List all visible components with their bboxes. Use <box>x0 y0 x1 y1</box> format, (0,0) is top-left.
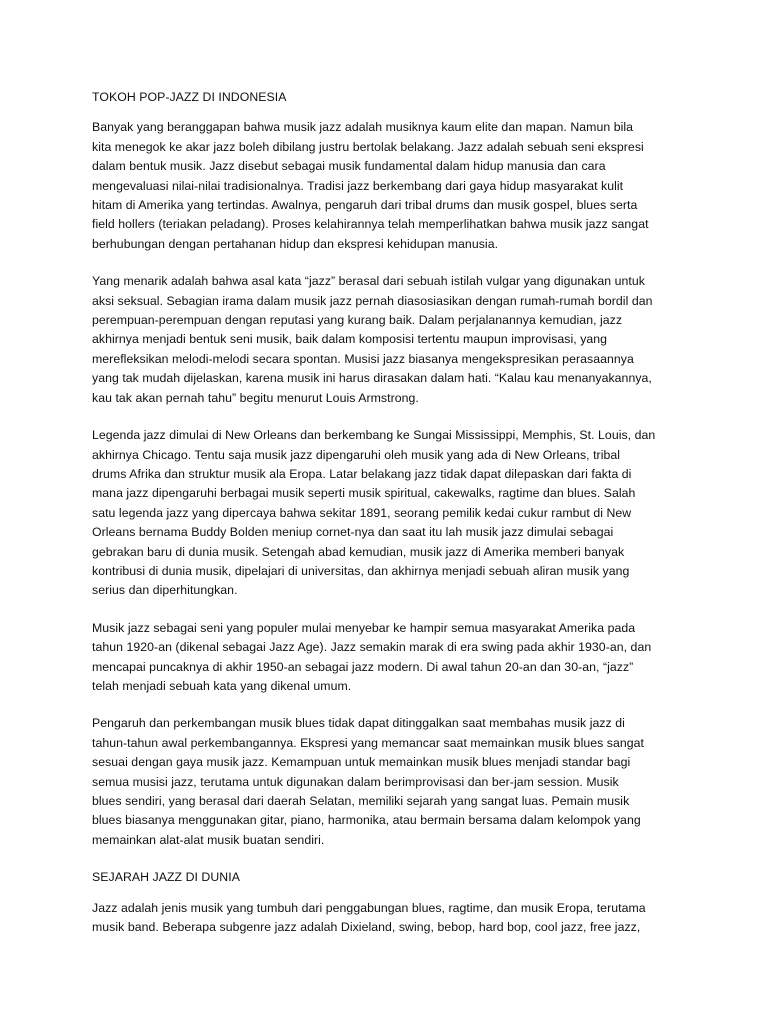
section-heading-tokoh: TOKOH POP-JAZZ DI INDONESIA <box>92 90 287 104</box>
section-heading-sejarah: SEJARAH JAZZ DI DUNIA <box>92 870 240 885</box>
paragraph: Pengaruh dan perkembangan musik blues tidak dapat ditinggalkan saat membahas musik jazz di tahun-tahun awal perkembangannya. Ekspresi yang memancar saat memainkan musik blues sangat sesuai dengan gaya musik jazz. Kemampuan untuk memainkan musik blues menjadi standar bagi semua musisi jazz, terutama untuk digunakan dalam berimprovisasi dan ber-jam session. Musik blues sendiri, yang berasal dari daerah Selatan, memiliki sejarah yang sangat luas. Pemain musik blues biasanya menggunakan gitar, piano, harmonika, atau bermain bersama dalam kelompok yang memainkan alat-alat musik buatan sendiri. <box>92 716 645 847</box>
paragraph: Yang menarik adalah bahwa asal kata “jazz” berasal dari sebuah istilah vulgar yang digunakan untuk aksi seksual. Sebagian irama dalam musik jazz pernah diasosiasikan dengan rumah-rumah bordil dan perempuan-perempuan dengan reputasi yang kurang baik. Dalam perjalanannya kemudian, jazz akhirnya menjadi bentuk seni musik, baik dalam komposisi tertentu maupun improvisasi, yang merefleksikan melodi-melodi secara spontan. Musisi jazz biasanya mengekspresikan perasaannya yang tak mudah dijelaskan, karena musik ini harus dirasakan dalam hati. “Kalau kau menanyakannya, kau tak akan pernah tahu” begitu menurut Louis Armstrong. <box>92 274 653 405</box>
document-content <box>92 88 678 955</box>
paragraph: Musik jazz sebagai seni yang populer mulai menyebar ke hampir semua masyarakat Amerika pada tahun 1920-an (dikenal sebagai Jazz Age). Jazz semakin marak di era swing pada akhir 1930-an, dan mencapai puncaknya di akhir 1950-an sebagai jazz modern. Di awal tahun 20-an dan 30-an, “jazz” telah menjadi sebuah kata yang dikenal umum. <box>92 620 652 693</box>
paragraph: Legenda jazz dimulai di New Orleans dan berkembang ke Sungai Mississippi, Memphis, St. Louis, dan akhirnya Chicago. Tentu saja musik jazz dipengaruhi oleh musik yang ada di New Orleans, tribal drums Afrika dan struktur musik ala Eropa. Latar belakang jazz tidak dapat dilepaskan dari fakta di mana jazz dipengaruhi berbagai musik seperti musik spiritual, cakewalks, ragtime dan blues. Salah satu legenda jazz yang dipercaya bahwa sekitar 1891, seorang pemilik kedai cukur rambut di New Orleans bernama Buddy Bolden meniup cornet-nya dan saat itu lah musik jazz dimulai sebagai gebrakan baru di dunia musik. Setengah abad kemudian, musik jazz di Amerika memberi banyak kontribusi di dunia musik, dipelajari di universitas, dan akhirnya menjadi sebuah aliran musik yang serius dan diperhitungkan. <box>92 428 656 598</box>
paragraph: Banyak yang beranggapan bahwa musik jazz adalah musiknya kaum elite dan mapan. Namun bila kita menegok ke akar jazz boleh dibilang justru bertolak belakang. Jazz adalah sebuah seni ekspresi dalam bentuk musik. Jazz disebut sebagai musik fundamental dalam hidup manusia dan cara mengevaluasi nilai-nilai tradisionalnya. Tradisi jazz berkembang dari gaya hidup masyarakat kulit hitam di Amerika yang tertindas. Awalnya, pengaruh dari tribal drums dan musik gospel, blues serta field hollers (teriakan peladang). Proses kelahirannya telah memperlihatkan bahwa musik jazz sangat berhubungan dengan pertahanan hidup dan ekspresi kehidupan manusia. <box>92 120 649 251</box>
paragraph: Jazz adalah jenis musik yang tumbuh dari penggabungan blues, ragtime, dan musik Eropa, terutama musik band. Beberapa subgenre jazz adalah Dixieland, swing, bebop, hard bop, cool jazz, free jazz, <box>92 900 646 935</box>
